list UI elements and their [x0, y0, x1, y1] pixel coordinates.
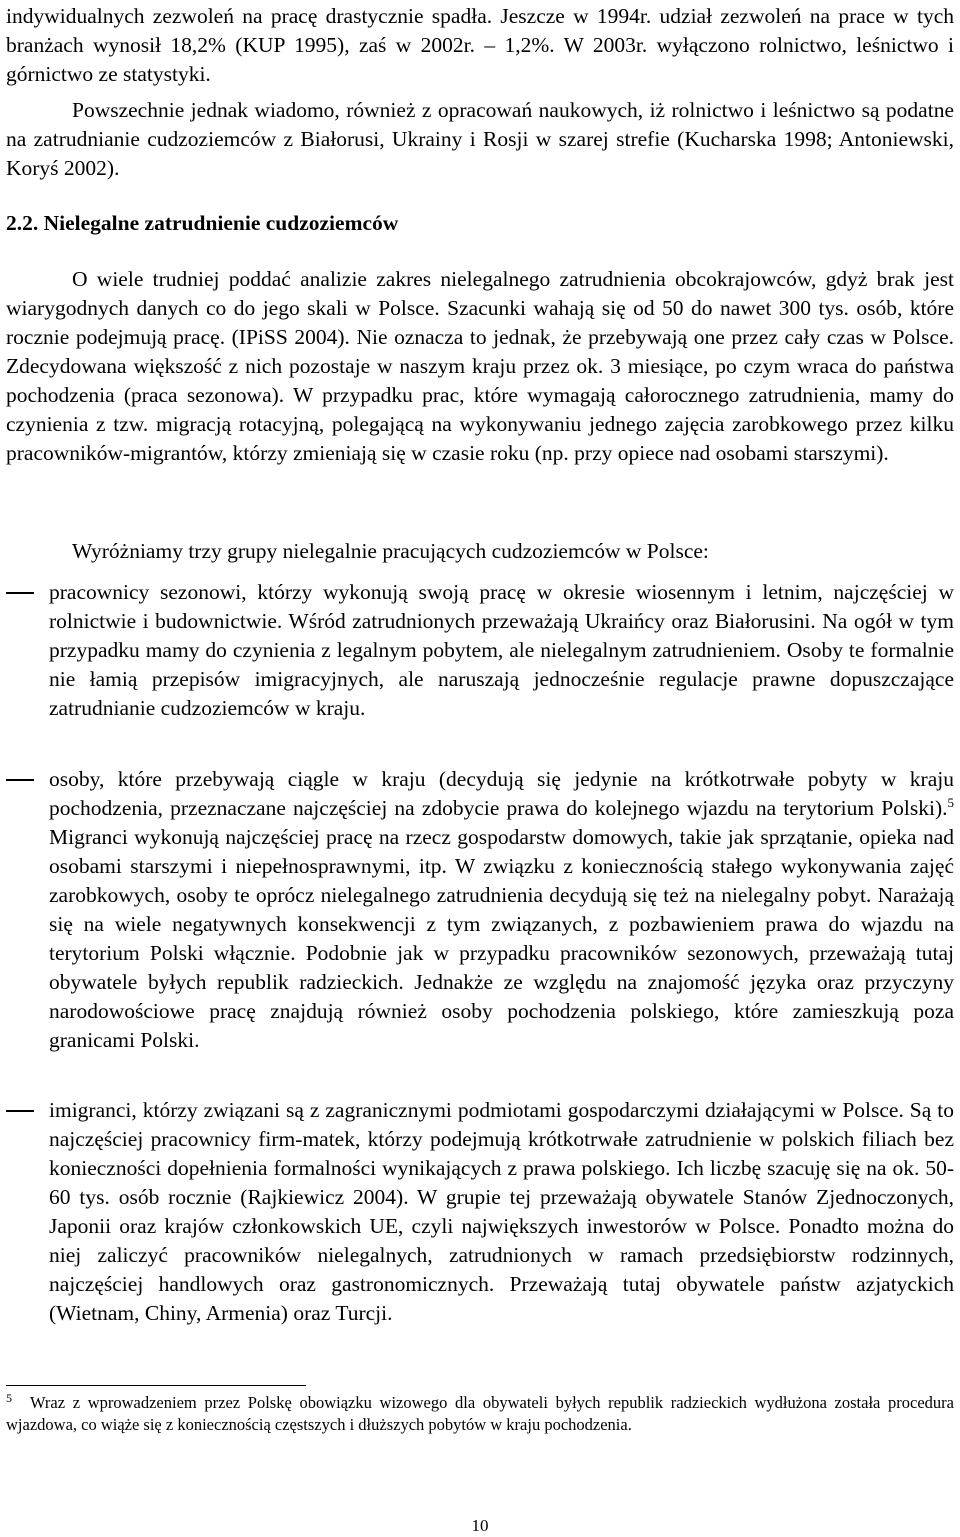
list-item-permanent-residents [6, 765, 954, 1055]
footnote-reference[interactable]: 5 [947, 794, 954, 810]
list-item-text-part-2: Migranci wykonują najczęściej pracę na rzecz gospodarstw domowych, takie jak sprzątanie, opieka nad osobami starszymi i niepełnosprawnymi, itp. W związku z koniecznością stałego wykonywania zajęć zarobkowych, osoby te oprócz nielegalnego zatrudnienia decydują się też na nielegalny pobyt. Narażają się na wiele negatywnych konsekwencji z tym związanych, z pozbawieniem prawa do wjazdu na terytorium Polski włącznie. Podobnie jak w przypadku pracowników sezonowych, przeważają tutaj obywatele byłych republik radzieckich. Jednakże ze względu na znajomość języka oraz przyczyny narodowościowe pracę znajdują również osoby pochodzenia polskiego, które zamieszkują poza granicami Polski. [49, 825, 954, 1052]
list-item-text: pracownicy sezonowi, którzy wykonują swoją pracę w okresie wiosennym i letnim, najczęściej w rolnictwie i budownictwie. Wśród zatrudnionych przeważają Ukraińcy oraz Białorusini. Na ogół w tym przypadku mamy do czynienia z legalnym pobytem, ale nielegalnym zatrudnieniem. Osoby te formalnie nie łamią przepisów imigracyjnych, ale naruszają jednocześnie regulacje prawne dopuszczające zatrudnianie cudzoziemców w kraju. [49, 580, 954, 720]
dash-bullet-icon [6, 1110, 34, 1112]
list-item-text-part-1: osoby, które przebywają ciągle w kraju (decydują się jedynie na krótkotrwałe pobyty w kraju pochodzenia, przeznaczane najczęściej na zdobycie prawa do kolejnego wjazdu na terytorium Polski). [49, 767, 954, 820]
dash-bullet-icon [6, 592, 34, 594]
list-item-seasonal-workers [6, 578, 954, 723]
footnote-text: Wraz z wprowadzeniem przez Polskę obowiązku wizowego dla obywateli byłych republik radzieckich wydłużona została procedura wjazdowa, co wiąże się z koniecznością częstszych i dłuższych pobytów w kraju pochodzenia. [6, 1393, 954, 1434]
footnote-separator [6, 1385, 306, 1386]
paragraph-o-wiele: O wiele trudniej poddać analizie zakres nielegalnego zatrudnienia obcokrajowców, gdyż brak jest wiarygodnych danych co do jego skali w Polsce. Szacunki wahają się od 50 do nawet 300 tys. osób, które rocznie podejmują pracę. (IPiSS 2004). Nie oznacza to jednak, że przebywają one przez cały czas w Polsce. Zdecydowana większość z nich pozostaje w naszym kraju przez ok. 3 miesiące, po czym wraca do państwa pochodzenia (praca sezonowa). W przypadku prac, które wymagają całorocznego zatrudnienia, mamy do czynienia z tzw. migracją rotacyjną, polegającą na wykonywaniu jednego zajęcia zarobkowego przez kilku pracowników-migrantów, którzy zmieniają się w czasie roku (np. przy opiece nad osobami starszymi). [6, 267, 954, 465]
footnote-number: 5 [6, 1390, 12, 1405]
list-item-text [49, 765, 954, 1055]
section-heading: 2.2. Nielegalne zatrudnienie cudzoziemców [6, 211, 399, 235]
dash-bullet-icon [6, 779, 34, 781]
paragraph-wyrozniamy: Wyróżniamy trzy grupy nielegalnie pracujących cudzoziemców w Polsce: [72, 539, 709, 563]
list-item-text: imigranci, którzy związani są z zagranicznymi podmiotami gospodarczymi działającymi w Polsce. Są to najczęściej pracownicy firm-matek, którzy podejmują krótkotrwałe zatrudnienie w polskich filiach bez konieczności dopełnienia formalności wynikających z prawa polskiego. Ich liczbę szacuję się na ok. 50-60 tys. osób rocznie (Rajkiewicz 2004). W grupie tej przeważają obywatele Stanów Zjednoczonych, Japonii oraz krajów członkowskich UE, czyli największych inwestorów w Polsce. Ponadto można do niej zaliczyć pracowników nielegalnych, zatrudnionych w ramach przedsiębiorstw rodzinnych, najczęściej handlowych oraz gastronomicznych. Przeważają tutaj obywatele państw azjatyckich (Wietnam, Chiny, Armenia) oraz Turcji. [49, 1098, 954, 1325]
page-number: 10 [471, 1516, 489, 1535]
footnote [6, 1392, 954, 1436]
paragraph-intro-continuation: indywidualnych zezwoleń na pracę drastycznie spadła. Jeszcze w 1994r. udział zezwoleń na prace w tych branżach wynosił 18,2% (KUP 1995), zaś w 2002r. – 1,2%. W 2003r. wyłączono rolnictwo, leśnictwo i górnictwo ze statystyki. [6, 4, 954, 86]
paragraph-powszechnie: Powszechnie jednak wiadomo, również z opracowań naukowych, iż rolnictwo i leśnictwo są podatne na zatrudnianie cudzoziemców z Białorusi, Ukrainy i Rosji w szarej strefie (Kucharska 1998; Antoniewski, Koryś 2002). [6, 98, 954, 180]
list-item-immigrants-foreign-firms [6, 1096, 954, 1328]
